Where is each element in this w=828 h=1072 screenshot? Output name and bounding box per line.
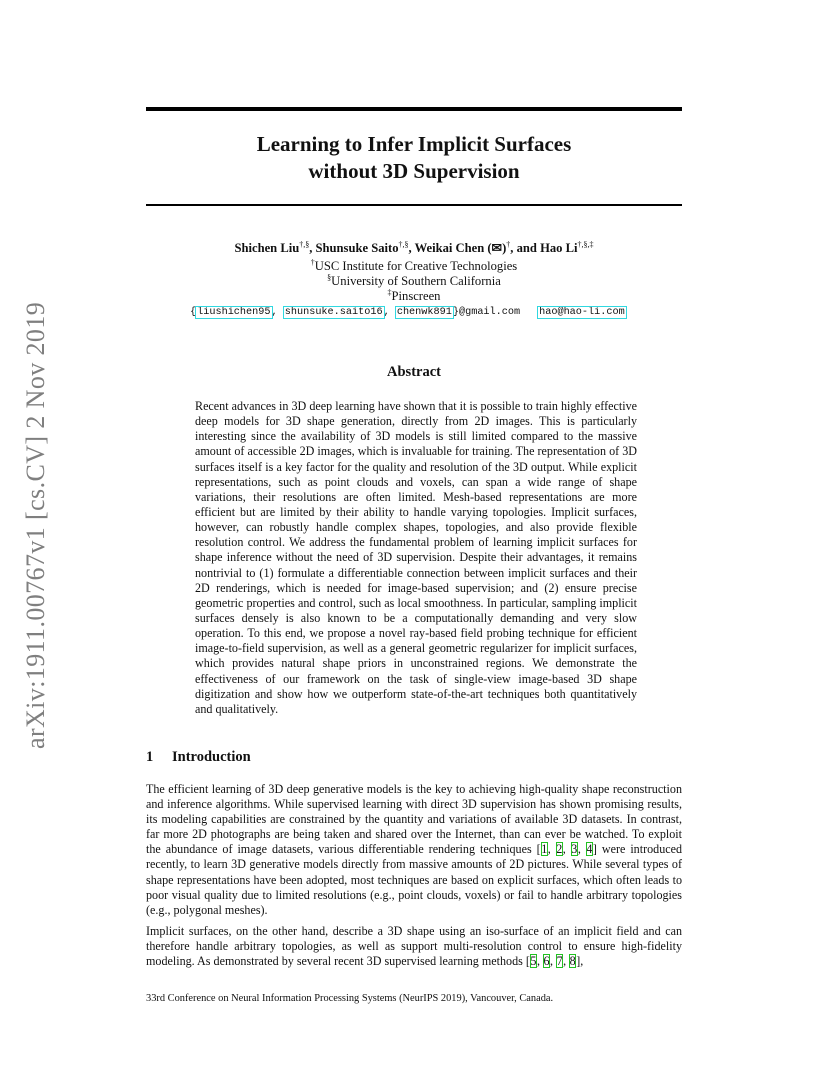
affiliation-name: USC Institute for Creative Technologies xyxy=(314,259,518,273)
intro-paragraph-2: Implicit surfaces, on the other hand, describe a 3D shape using an iso-surface of an implicit field and can therefore handle arbitrary topologies, as well as support multi-resolution control to ensure high-fidelity modeling. As demonstrated by several recent 3D supervised learning methods [5, 6, 7, 8], xyxy=(146,924,682,969)
affiliation-name: University of Southern California xyxy=(331,274,501,288)
citation-link[interactable]: 8 xyxy=(569,954,576,969)
paragraph-text: were introduced recently, to learn 3D generative models directly from massive amounts of 2D pictures. While several types of shape representations have been adopted, most techniques are based on explicit surfaces, which often leads to poor visual quality due to limited resolutions (e.g., point clouds, voxels) or fail to handle arbitrary topologies (e.g., polygonal meshes). xyxy=(146,842,683,917)
affiliation-mark: § xyxy=(327,273,332,282)
author-separator: , xyxy=(309,241,316,255)
affiliation-usc-ict xyxy=(146,259,682,274)
paragraph-text: Implicit surfaces, on the other hand, describe a 3D shape using an iso-surface of an implicit field and can therefore handle arbitrary topologies, as well as support multi-resolution control to ensure high-fidelity modeling. As demonstrated by several recent 3D supervised learning methods xyxy=(146,924,682,969)
title-line-2: without 3D Supervision xyxy=(308,159,520,183)
affiliation-usc xyxy=(146,274,682,289)
affiliation-marks: † xyxy=(506,240,511,249)
author-emails xyxy=(190,306,650,319)
section-heading-introduction xyxy=(146,749,682,766)
author-name: Weikai Chen (✉) xyxy=(414,241,507,255)
citation-link[interactable]: 7 xyxy=(556,954,563,969)
paragraph-text: The efficient learning of 3D deep generative models is the key to achieving high-quality shape reconstruction and inference algorithms. While supervised learning with direct 3D supervision has shown promising results, its modeling capabilities are constrained by the quantity and variations of available 3D datasets. In contrast, far more 2D photographs are being taken and shared over the Internet, than can ever be watched. To exploit the abundance of image datasets, various differentiable rendering techniques xyxy=(146,782,682,857)
title-top-rule xyxy=(146,107,682,111)
author-separator: , xyxy=(408,241,415,255)
arxiv-side-identifier: arXiv:1911.00767v1 [cs.CV] 2 Nov 2019 xyxy=(21,301,50,749)
affiliation-marks: †,§,‡ xyxy=(577,240,594,249)
email-separator: , xyxy=(271,307,278,318)
intro-paragraph-1: The efficient learning of 3D deep generative models is the key to achieving high-quality shape reconstruction and inference algorithms. While supervised learning with direct 3D supervision has shown promising results, its modeling capabilities are constrained by the quantity and variations of available 3D datasets. In contrast, far more 2D photographs are being taken and shared over the Internet, than can ever be watched. To exploit the abundance of image datasets, various differentiable rendering techniques [1, 2, 3, 4] were introduced recently, to learn 3D generative models directly from massive amounts of 2D pictures. While several types of shape representations have been adopted, most techniques are based on explicit surfaces, which often leads to poor visual quality due to limited resolutions (e.g., point clouds, voxels) or fail to handle arbitrary topologies (e.g., polygonal meshes). xyxy=(146,782,683,917)
citation-link[interactable]: 3 xyxy=(571,842,578,857)
email-link-hao-li[interactable]: hao@hao-li.com xyxy=(539,307,625,318)
paper-title xyxy=(146,131,682,185)
citation-link[interactable]: 1 xyxy=(541,842,548,857)
affiliation-pinscreen xyxy=(146,289,682,304)
affiliation-marks: †,§ xyxy=(398,240,409,249)
email-separator: , xyxy=(383,307,390,318)
citation-link[interactable]: 2 xyxy=(556,842,563,857)
email-domain: }@gmail.com xyxy=(452,307,521,318)
author-name: Shunsuke Saito xyxy=(315,241,399,255)
affiliation-mark: ‡ xyxy=(387,288,392,297)
email-link-liushichen95[interactable]: liushichen95 xyxy=(197,307,271,318)
email-link-chenwk891[interactable]: chenwk891 xyxy=(396,307,452,318)
author-name: Shichen Liu xyxy=(234,241,300,255)
affiliation-name: Pinscreen xyxy=(391,289,441,303)
citation-link[interactable]: 6 xyxy=(543,954,550,969)
title-bottom-rule xyxy=(146,204,682,206)
title-line-1: Learning to Infer Implicit Surfaces xyxy=(256,132,572,156)
abstract-text: Recent advances in 3D deep learning have shown that it is possible to train highly effective deep models for 3D shape generation, directly from 2D images. This is particularly interesting since the availability of 3D models is still limited compared to the massive amount of accessible 2D images, which is invaluable for training. The representation of 3D surfaces itself is a key factor for the quality and resolution of the 3D output. While explicit representations, such as point clouds and voxels, can span a wide range of shape variations, their resolutions are often limited. Mesh-based representations are more efficient but are limited by their ability to handle varying topologies. Implicit surfaces, however, can robustly handle complex shapes, topologies, and also provide flexible resolution control. We address the fundamental problem of learning implicit surfaces for shape inference without the need of 3D supervision. Despite their advantages, it remains nontrivial to (1) formulate a differentiable connection between implicit surfaces and their 2D renderings, which is needed for image-based supervision; and (2) ensure precise geometric properties and control, such as local smoothness. In particular, sampling implicit surfaces densely is also known to be a computationally demanding and very slow operation. To this end, we propose a novel ray-based field probing technique for efficient image-to-field supervision, as well as a general geometric regularizer for implicit surfaces, which provides natural shape priors in unconstrained regions. We demonstrate the effectiveness of our framework on the task of single-view image-based 3D shape digitization and show how we outperform state-of-the-art techniques both quantitatively and qualitatively. xyxy=(195,399,637,716)
section-title: Introduction xyxy=(172,749,251,765)
affiliation-marks: †,§ xyxy=(299,240,310,249)
email-link-shunsuke-saito16[interactable]: shunsuke.saito16 xyxy=(284,307,383,318)
conference-footnote: 33rd Conference on Neural Information Processing Systems (NeurIPS 2019), Vancouver, Canada. xyxy=(146,993,554,1004)
affiliation-list xyxy=(146,259,682,304)
author-separator: , and xyxy=(510,241,541,255)
author-list xyxy=(146,240,682,256)
abstract-heading: Abstract xyxy=(387,364,441,380)
paragraph-text: , xyxy=(580,954,584,969)
email-open-brace: { xyxy=(190,307,197,318)
citation-link[interactable]: 4 xyxy=(586,842,593,857)
author-name: Hao Li xyxy=(540,241,578,255)
citation-link[interactable]: 5 xyxy=(530,954,537,969)
section-number: 1 xyxy=(146,749,154,765)
affiliation-mark: † xyxy=(310,258,315,267)
